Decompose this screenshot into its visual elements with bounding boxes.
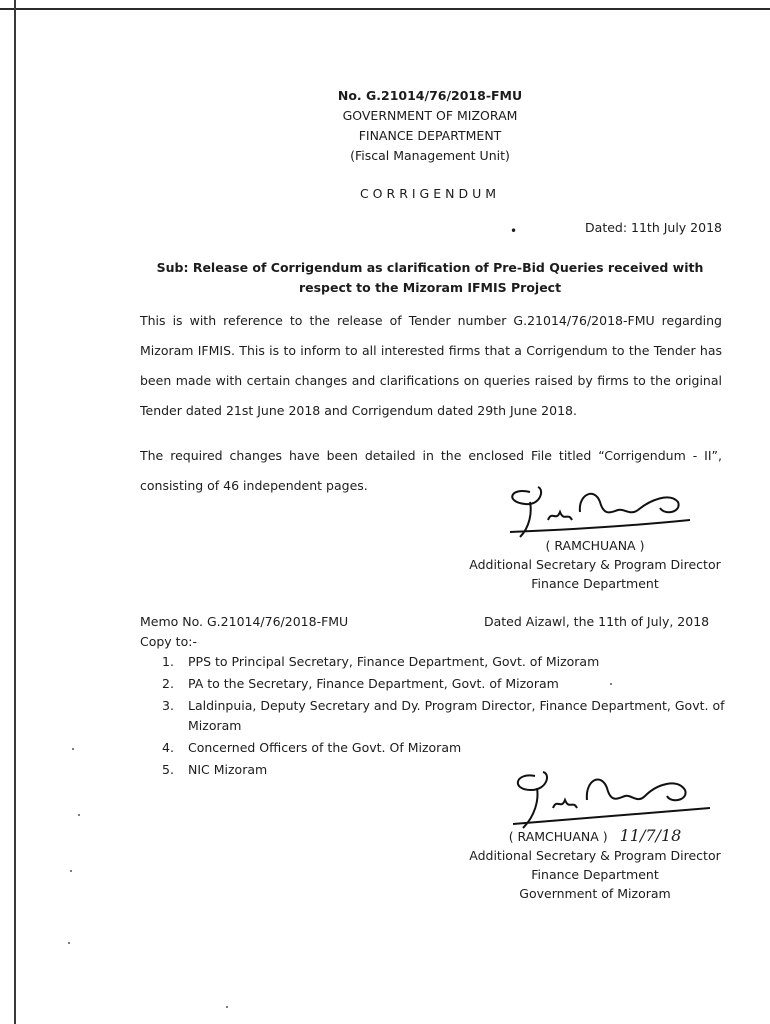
body-paragraph-2: The required changes have been detailed in the enclosed File titled “Corrigendum - II”, consisting of 46 independent pages.: [140, 448, 722, 493]
signatory-department: Finance Department: [531, 576, 659, 591]
list-item: 1. PPS to Principal Secretary, Finance Department, Govt. of Mizoram: [162, 654, 600, 669]
department-name: FINANCE DEPARTMENT: [358, 128, 502, 143]
unit-name: (Fiscal Management Unit): [350, 148, 510, 163]
scan-speck: [226, 1006, 228, 1008]
body-paragraph-1: This is with reference to the release of Tender number G.21014/76/2018-FMU regarding Mizoram IFMIS. This is to inform to all interested firms that a Corrigendum to the Tender has been made with certain changes and clarifications on queries raised by firms to the original Tender dated 21st June 2018 and Corrigendum dated 29th June 2018.: [140, 313, 722, 418]
scan-top-edge: [0, 8, 770, 10]
scan-speck: [78, 814, 80, 816]
scan-speck: [72, 748, 74, 750]
list-item: 2. PA to the Secretary, Finance Department, Govt. of Mizoram: [162, 676, 559, 691]
list-item: 5. NIC Mizoram: [162, 762, 268, 777]
stray-dot: •: [510, 224, 518, 238]
document-title: CORRIGENDUM: [359, 186, 501, 201]
signatory-name-with-date: ( RAMCHUANA ) 11/7/18: [508, 826, 682, 845]
handwritten-date: 11/7/18: [619, 826, 682, 845]
scan-speck: [610, 683, 612, 685]
signatory-designation: Additional Secretary & Program Director: [469, 848, 721, 863]
signature-block-2: [460, 826, 730, 903]
scan-speck: [68, 942, 70, 944]
issue-date: Dated: 11th July 2018: [585, 220, 722, 235]
signatory-department: Finance Department: [531, 867, 659, 882]
scan-speck: [70, 870, 72, 872]
signatory-name: ( RAMCHUANA ): [545, 538, 645, 553]
signatory-designation: Additional Secretary & Program Director: [469, 557, 721, 572]
signature-1-image: [500, 482, 700, 542]
memo-date: Dated Aizawl, the 11th of July, 2018: [484, 614, 710, 629]
subject-line: Sub: Release of Corrigendum as clarification of Pre-Bid Queries received with respect to the Mizoram IFMIS Project: [156, 260, 704, 295]
scan-left-edge: [14, 0, 16, 1024]
copy-list: [162, 652, 728, 782]
signature-2-image: [505, 768, 715, 832]
signatory-government: Government of Mizoram: [519, 886, 671, 901]
reference-number: No. G.21014/76/2018-FMU: [337, 88, 523, 103]
copy-to-label: Copy to:-: [140, 634, 197, 649]
list-item: 3. Laldinpuia, Deputy Secretary and Dy. Program Director, Finance Department, Govt. of Mizoram: [162, 698, 725, 733]
letterhead: [300, 86, 560, 166]
memo-number: Memo No. G.21014/76/2018-FMU: [140, 614, 349, 629]
government-name: GOVERNMENT OF MIZORAM: [342, 108, 518, 123]
signature-block-1: [460, 536, 730, 593]
list-item: 4. Concerned Officers of the Govt. Of Mizoram: [162, 740, 462, 755]
